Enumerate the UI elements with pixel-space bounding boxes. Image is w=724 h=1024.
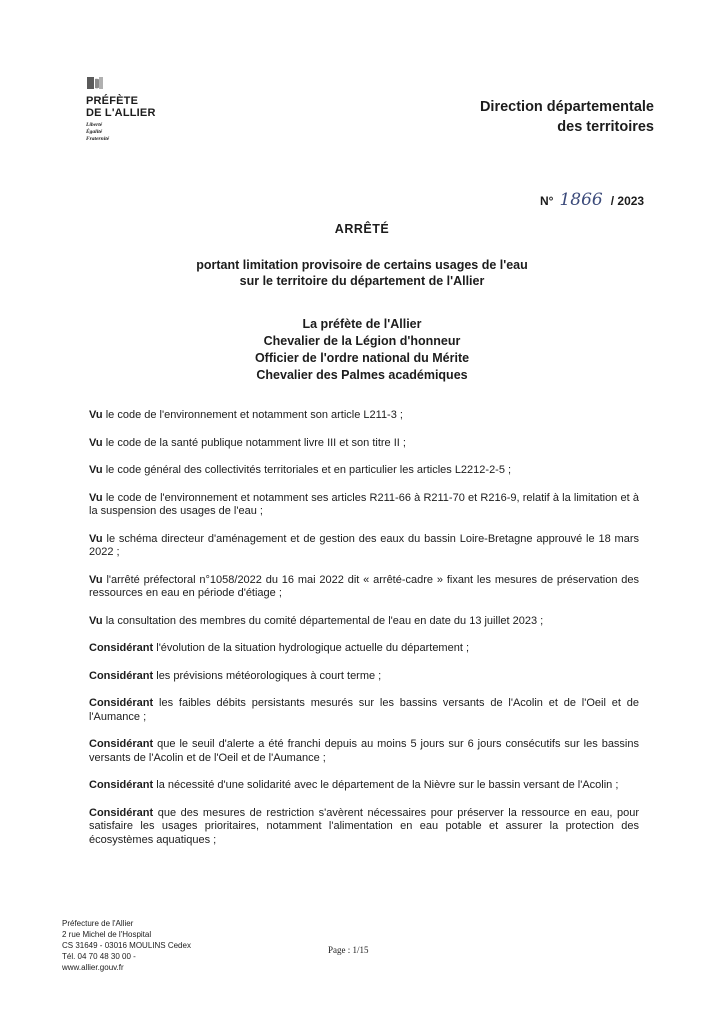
clause: Considérant l'évolution de la situation hydrologique actuelle du département ; [89,642,469,654]
clause: Vu le code général des collectivités territoriales et en particulier les articles L2212-2-5 ; [89,464,512,476]
document-title: ARRÊTÉ [334,222,390,236]
republic-motto: Liberté Égalité Fraternité [86,122,110,142]
prefecture-name: PRÉFÈTE DE L'ALLIER [86,95,156,119]
clause: Vu le code de l'environnement et notamment ses articles R211-66 à R211-70 et R216-9, relatif à la limitation et à la suspension des usages de l'eau ; [89,491,639,517]
issuing-directorate: Direction départementale des territoires [479,99,654,135]
clause: Vu l'arrêté préfectoral n°1058/2022 du 16 mai 2022 dit « arrêté-cadre » fixant les mesures de préservation des ressources en eau en période d'étiage ; [89,573,639,599]
clause: Considérant les faibles débits persistants mesurés sur les bassins versants de l'Acolin et de l'Oeil et de l'Aumance ; [89,697,639,723]
clause: Considérant que le seuil d'alerte a été franchi depuis au moins 5 jours sur 6 jours consécutifs sur les bassins versants de l'Acolin et de l'Oeil et de l'Aumance ; [89,738,639,764]
clause: Vu le code de la santé publique notamment livre III et son titre II ; [89,436,406,449]
footer-address: Préfecture de l'Allier 2 rue Michel de l'Hospital CS 31649 - 03016 MOULINS Cedex Tél. 04 70 48 30 00 - www.allier.gouv.fr [62,919,191,972]
marianne-logo-icon [86,76,104,90]
clause: Vu la consultation des membres du comité départemental de l'eau en date du 13 juillet 2023 ; [89,614,544,627]
clause: Considérant la nécessité d'une solidarité avec le département de la Nièvre sur le bassin versant de l'Acolin ; [89,779,619,791]
clause: Considérant les prévisions météorologiques à court terme ; [89,669,382,682]
prefecture-logo [86,76,156,143]
preamble-clauses [89,409,639,861]
signing-authority: La préfète de l'Allier Chevalier de la Légion d'honneur Officier de l'ordre national du Mérite Chevalier des Palmes académiques [254,317,470,382]
clause: Vu le schéma directeur d'aménagement et de gestion des eaux du bassin Loire-Bretagne approuvé le 18 mars 2022 ; [89,532,639,558]
handwritten-number: 1866 [559,190,603,210]
page-number: Page : 1/15 [328,945,369,955]
clause: Vu le code de l'environnement et notamment son article L211-3 ; [89,409,403,421]
clause: Considérant que des mesures de restriction s'avèrent nécessaires pour préserver la ressource en eau, pour satisfaire les usages prioritaires, notamment l'alimentation en eau potable et assurer la protection des écosystèmes aquatiques ; [89,806,639,846]
decree-number: N° 1866 / 2023 [540,190,645,210]
document-subtitle: portant limitation provisoire de certains usages de l'eau sur le territoire du département de l'Allier [196,258,528,288]
